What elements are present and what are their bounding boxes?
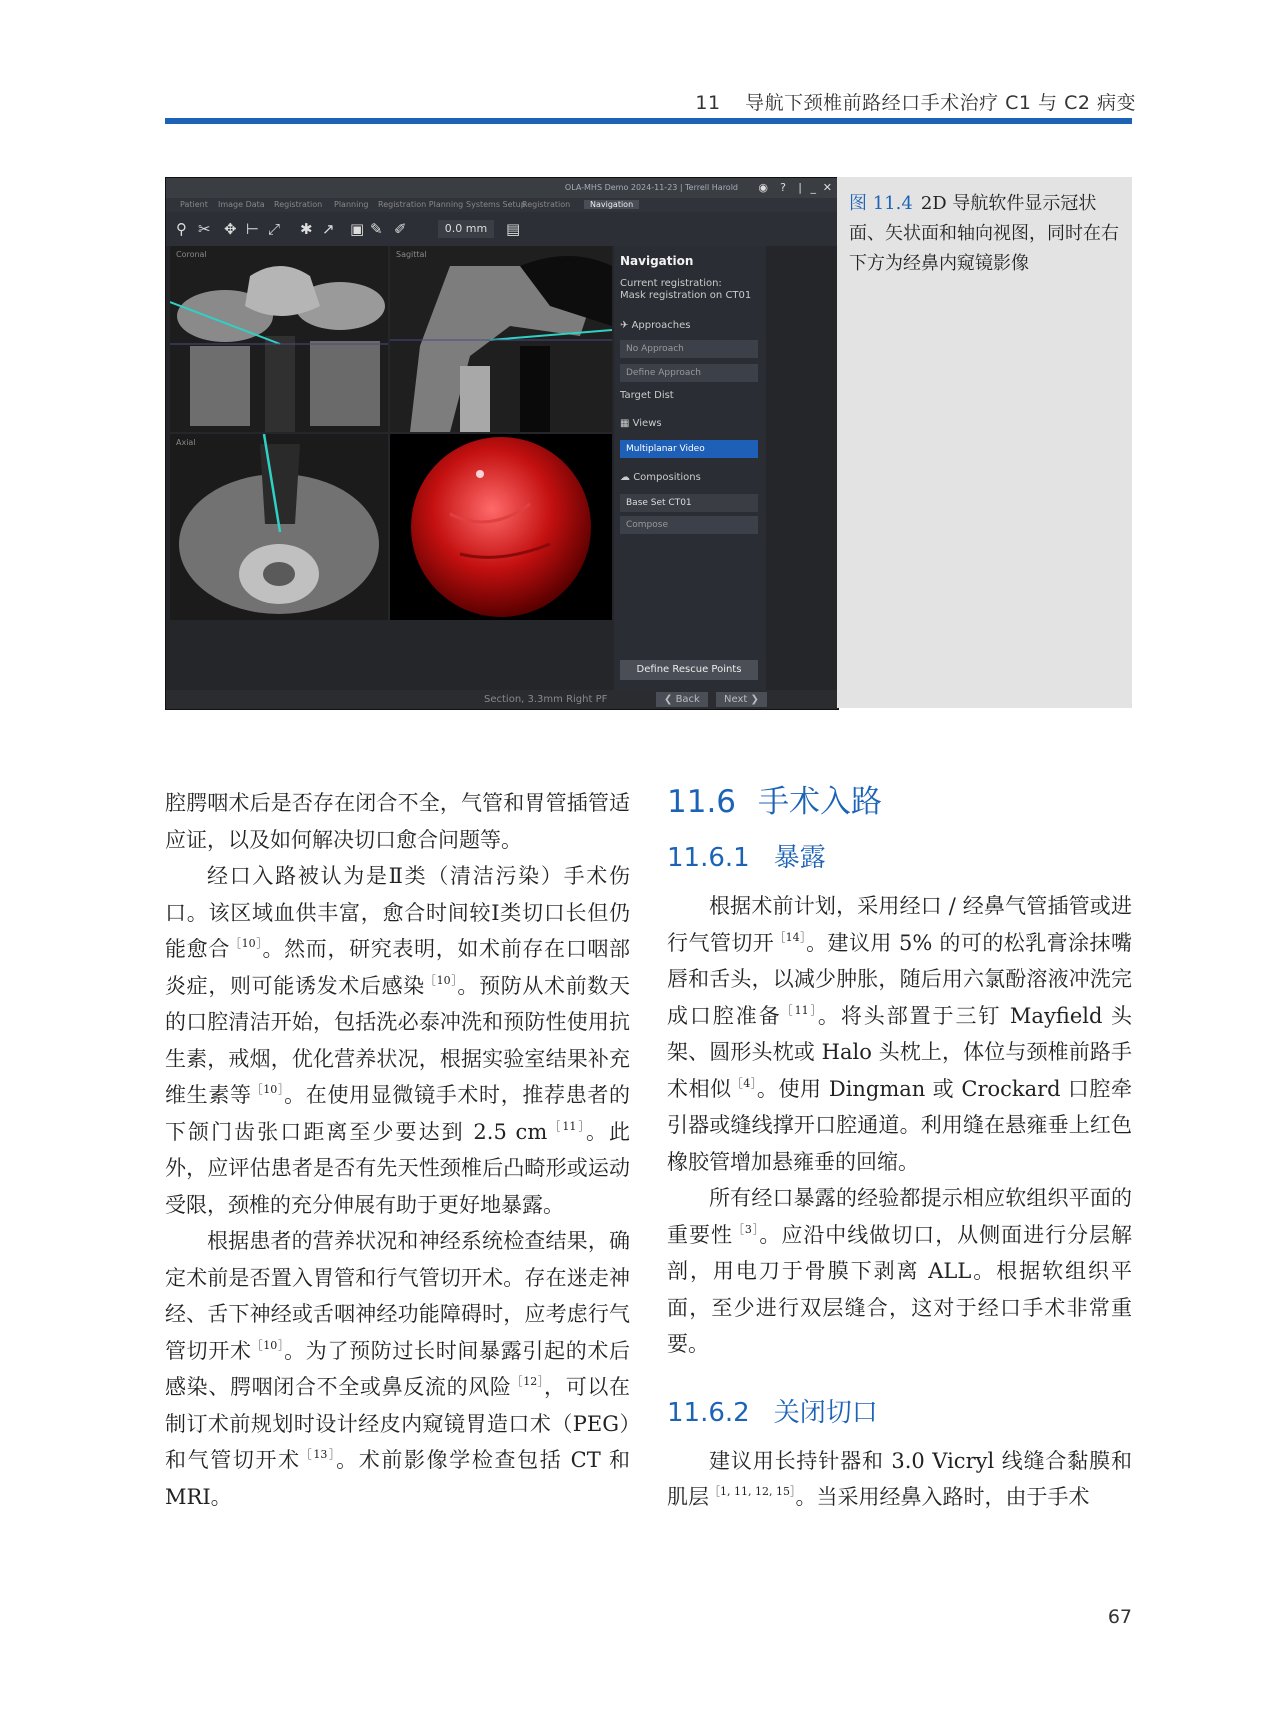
text-run: 。将头部置于三钉 Mayfield 头架、圆形头枕或 Halo 头枕上，体位与颈椎前路手术相似 bbox=[667, 1003, 1133, 1101]
right-column bbox=[667, 780, 1132, 1516]
citation: ［14］ bbox=[774, 930, 807, 944]
coronal-ct-image bbox=[170, 246, 388, 432]
text-run: 。建议用 5% 的可的松乳膏涂抹嘴唇和舌头，以减少肿胀，随后用六氯酚溶液冲洗完成口腔准备 bbox=[667, 930, 1132, 1028]
figure-label: 图 11.4 bbox=[849, 193, 913, 214]
views-label-text: Views bbox=[632, 418, 662, 429]
menu-tab: Planning bbox=[334, 200, 369, 209]
back-button bbox=[656, 692, 708, 707]
citation: ［3］ bbox=[732, 1222, 760, 1236]
sagittal-view bbox=[390, 246, 612, 432]
subsection-heading bbox=[667, 1393, 1132, 1433]
text-run: ，可以在制订术前规划时设计经皮内窥镜胃造口术（PEG）和气管切开术 bbox=[165, 1375, 631, 1472]
help-icon: ? bbox=[780, 181, 786, 194]
text-run: 。为了预防过长时间暴露引起的术后感染、腭咽闭合不全或鼻反流的风险 bbox=[165, 1338, 631, 1399]
text-run: 根据术前计划，采用经口 / 经鼻气管插管或进行气管切开 bbox=[667, 894, 1132, 955]
software-titlebar bbox=[166, 178, 838, 198]
paragraph bbox=[667, 1443, 1132, 1516]
approaches-icon: ✈ bbox=[620, 320, 632, 331]
paragraph bbox=[165, 1223, 630, 1515]
software-title: OLA-MHS Demo 2024-11-23 | Terrell Harold bbox=[564, 183, 738, 192]
text-run: 。此外，应评估患者是否有先天性颈椎后凸畸形或运动受限，颈椎的充分伸展有助于更好地暴露。 bbox=[165, 1119, 631, 1217]
header-rule bbox=[165, 118, 1132, 124]
citation: ［10］ bbox=[229, 937, 263, 950]
paragraph: 腔腭咽术后是否存在闭合不全，气管和胃管插管适应证，以及如何解决切口愈合问题等。 bbox=[165, 791, 630, 852]
citation: ［11］ bbox=[781, 1003, 818, 1017]
coronal-label: Coronal bbox=[176, 250, 207, 259]
screenshot-icon: ▣ bbox=[350, 220, 365, 238]
minimize-icon: _ bbox=[810, 181, 816, 194]
views-label bbox=[620, 418, 662, 429]
endoscope-view bbox=[390, 434, 612, 620]
status-text: Section, 3.3mm Right PF bbox=[484, 694, 608, 705]
menu-tab: Registration bbox=[522, 200, 571, 209]
citation: ［12］ bbox=[511, 1375, 545, 1388]
software-toolbar bbox=[166, 212, 838, 246]
compositions-label-text: Compositions bbox=[633, 472, 701, 483]
menu-tab-active: Navigation bbox=[584, 200, 639, 209]
figure-caption-box bbox=[837, 177, 1132, 708]
back-button-label: Back bbox=[675, 694, 700, 705]
menu-tab: Registration bbox=[274, 200, 323, 209]
text-run: 。在使用显微镜手术时，推荐患者的下颌门齿张口距离至少要达到 2.5 cm bbox=[165, 1083, 631, 1144]
text-run: 经口入路被认为是Ⅱ类（清洁污染）手术伤口。该区域血供丰富，愈合时间较Ⅰ类切口长但仍能愈合 bbox=[165, 864, 630, 961]
citation: ［10］ bbox=[424, 973, 458, 987]
axial-view bbox=[170, 434, 388, 620]
target-dist-label: Target Dist bbox=[620, 390, 674, 401]
citation: ［4］ bbox=[731, 1076, 757, 1090]
figure-caption-text: 2D 导航软件显示冠状面、矢状面和轴向视图，同时在右下方为经鼻内窥镜影像 bbox=[849, 193, 1119, 274]
page-number: 67 bbox=[1107, 1606, 1132, 1628]
measure-icon: ⊢ bbox=[246, 220, 260, 238]
running-header bbox=[695, 88, 1136, 115]
registration-value: Mask registration on CT01 bbox=[620, 290, 752, 301]
coronal-view bbox=[170, 246, 388, 432]
text-run: 。应沿中线做切口，从侧面进行分层解剖，用电刀于骨膜下剥离 ALL。根据软组织平面，至少进行双层缝合，这对于经口手术非常重要。 bbox=[667, 1222, 1133, 1356]
close-icon: ✕ bbox=[822, 181, 832, 194]
compose-button: Compose bbox=[620, 516, 758, 534]
menu-tab: Systems Setup bbox=[466, 200, 526, 209]
text-run: 。然而，研究表明，如术前存在口咽部炎症，则可能诱发术后感染 bbox=[165, 937, 631, 998]
paragraph bbox=[667, 1180, 1132, 1363]
paragraph bbox=[165, 858, 630, 1223]
left-column bbox=[165, 785, 630, 1515]
views-icon: ▦ bbox=[620, 418, 633, 429]
section-title: 手术入路 bbox=[758, 784, 883, 820]
citation: ［1, 11, 12, 15］ bbox=[709, 1485, 796, 1498]
trajectory-icon: ⤢ bbox=[268, 220, 281, 238]
section-heading bbox=[667, 780, 1132, 824]
compositions-icon: ☁ bbox=[620, 472, 634, 483]
next-button-label: Next bbox=[724, 694, 748, 705]
zoom-icon: ⚲ bbox=[176, 220, 187, 238]
subsection-title: 暴露 bbox=[773, 843, 826, 873]
menu-tab: Patient bbox=[180, 200, 208, 209]
divider-icon: | bbox=[798, 181, 802, 194]
axial-ct-image bbox=[170, 434, 388, 620]
figure-caption bbox=[849, 189, 1119, 279]
sagittal-label: Sagittal bbox=[396, 250, 427, 259]
composition-select: Base Set CT01 bbox=[620, 494, 758, 512]
subsection-number: 11.6.1 bbox=[667, 843, 750, 873]
pen-icon: ✎ bbox=[370, 220, 383, 238]
section-number: 11.6 bbox=[667, 784, 737, 820]
text-run: 所有经口暴露的经验都提示相应软组织平面的重要性 bbox=[667, 1186, 1132, 1247]
define-approach-button: Define Approach bbox=[620, 364, 758, 382]
chapter-number: 11 bbox=[695, 92, 721, 114]
text-run: 。预防从术前数天的口腔清洁开始，包括洗必泰冲洗和预防性使用抗生素，戒烟，优化营养状况，根据实验室结果补充维生素等 bbox=[165, 973, 631, 1107]
text-run: 根据患者的营养状况和神经系统检查结果，确定术前是否置入胃管和行气管切开术。存在迷走神经、舌下神经或舌咽神经功能障碍时，应考虑行气管切开术 bbox=[165, 1229, 630, 1363]
software-statusbar bbox=[166, 690, 838, 709]
approaches-label bbox=[620, 320, 690, 331]
arrow-icon: ↗ bbox=[322, 220, 335, 238]
subsection-title: 关闭切口 bbox=[773, 1397, 878, 1428]
next-button bbox=[716, 692, 767, 707]
paragraph bbox=[667, 888, 1132, 1180]
camera-icon: ◉ bbox=[758, 181, 768, 194]
back-arrow-icon: ❮ bbox=[664, 694, 676, 705]
chapter-title: 导航下颈椎前路经口手术治疗 C1 与 C2 病变 bbox=[745, 92, 1136, 114]
zoom-field: 0.0 mm bbox=[438, 220, 494, 238]
text-run: 建议用长持针器和 3.0 Vicryl 线缝合黏膜和肌层 bbox=[667, 1448, 1132, 1509]
citation: ［10］ bbox=[251, 1083, 285, 1096]
compositions-label bbox=[620, 472, 701, 483]
define-rescue-points-button: Define Rescue Points bbox=[620, 660, 758, 680]
citation: ［10］ bbox=[251, 1338, 285, 1352]
next-arrow-icon: ❯ bbox=[747, 694, 759, 705]
endoscope-image bbox=[390, 434, 612, 620]
move-icon: ✥ bbox=[224, 220, 237, 238]
subsection-number: 11.6.2 bbox=[667, 1397, 750, 1428]
menu-tab: Registration Planning bbox=[378, 200, 464, 209]
navigation-panel bbox=[614, 246, 766, 690]
registration-info: Current registration: bbox=[620, 278, 722, 289]
approach-select: No Approach bbox=[620, 340, 758, 358]
subsection-heading bbox=[667, 838, 1132, 878]
axial-label: Axial bbox=[176, 438, 196, 447]
text-run: 。使用 Dingman 或 Crockard 口腔牵引器或缝线撑开口腔通道。利用缝在悬雍垂上红色橡胶管增加悬雍垂的回缩。 bbox=[667, 1076, 1132, 1174]
layers-icon: ▤ bbox=[506, 220, 521, 238]
panel-title: Navigation bbox=[620, 254, 694, 268]
sagittal-ct-image bbox=[390, 246, 612, 432]
figure-navigation-screenshot bbox=[165, 177, 839, 710]
citation: ［11］ bbox=[547, 1119, 586, 1133]
views-select: Multiplanar Video bbox=[620, 440, 758, 458]
citation: ［13］ bbox=[300, 1448, 337, 1461]
software-menu-bar bbox=[166, 198, 838, 212]
edit-icon: ✐ bbox=[394, 220, 407, 238]
scissors-icon: ✂ bbox=[198, 220, 211, 238]
menu-tab: Image Data bbox=[218, 200, 265, 209]
text-run: 。当采用经鼻入路时，由于手术 bbox=[795, 1485, 1090, 1509]
snowflake-icon: ✱ bbox=[300, 220, 313, 238]
approaches-label-text: Approaches bbox=[631, 320, 691, 331]
text-run: 。术前影像学检查包括 CT 和 MRI。 bbox=[165, 1448, 630, 1509]
